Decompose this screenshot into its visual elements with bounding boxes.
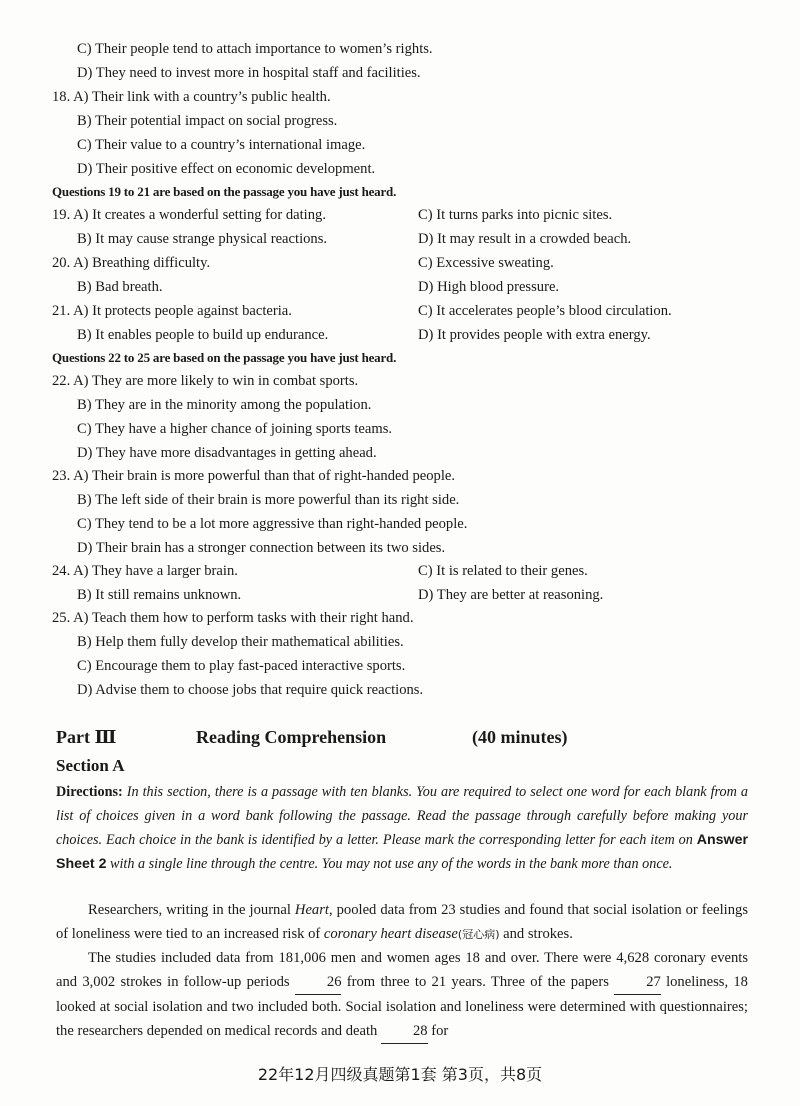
q20-option-d: D) High blood pressure. (418, 279, 560, 295)
section-title: Section A (56, 756, 125, 775)
q18-option-c: C) Their value to a country’s international image. (77, 137, 366, 153)
q21-option-b: B) It enables people to build up endurance. (77, 327, 329, 343)
q25-option-b: B) Help them fully develop their mathematical abilities. (77, 634, 404, 650)
q18-option-a: 18. A) Their link with a country’s public health. (52, 89, 331, 105)
answer-sheet-ref: Answer Sheet 2 (56, 832, 748, 872)
q22-option-b: B) They are in the minority among the population. (77, 397, 372, 413)
q18-option-d: D) Their positive effect on economic development. (77, 161, 376, 177)
q23-option-a: 23. A) Their brain is more powerful than that of right-handed people. (52, 468, 455, 484)
heading-19-21: Questions 19 to 21 are based on the passage you have just heard. (52, 184, 397, 199)
q21-option-a: 21. A) It protects people against bacteria. (52, 303, 292, 319)
directions-label: Directions: (56, 784, 123, 800)
q25-option-d: D) Advise them to choose jobs that require quick reactions. (77, 682, 424, 698)
q25-option-c: C) Encourage them to play fast-paced interactive sports. (77, 658, 406, 674)
q23-option-d: D) Their brain has a stronger connection between its two sides. (77, 540, 446, 556)
q22-option-c: C) They have a higher chance of joining sports teams. (77, 421, 393, 437)
q18-option-b: B) Their potential impact on social progress. (77, 113, 338, 129)
q22-option-d: D) They have more disadvantages in getting ahead. (77, 445, 377, 461)
page-footer: 22年12月四级真题第1套 第3页，共8页 (257, 1065, 543, 1084)
passage-paragraph-1: Researchers, writing in the journal Heart, pooled data from 23 studies and found that social isolation or feelings of loneliness were tied to an increased risk of coronary heart disease(冠心病) and strokes. (56, 902, 748, 942)
q23-option-c: C) They tend to be a lot more aggressive than right-handed people. (77, 516, 468, 532)
q22-option-a: 22. A) They are more likely to win in combat sports. (52, 373, 359, 389)
directions: Directions: In this section, there is a passage with ten blanks. You are required to select one word for each blank from a list of choices given in a word bank following the passage. Read the passage through carefully before making your choices. Each choice in the bank is identified by a letter. Please mark the corresponding letter for each item on Answer Sheet 2 with a single line through the centre. You may not use any of the words in the bank more than once. (56, 784, 748, 872)
part-title: Reading Comprehension (196, 727, 387, 747)
q21-option-d: D) It provides people with extra energy. (418, 327, 651, 343)
q20-option-c: C) Excessive sweating. (418, 255, 554, 271)
q23-option-b: B) The left side of their brain is more powerful than its right side. (77, 492, 460, 508)
blank-27[interactable]: 27 (614, 970, 661, 995)
q21-option-c: C) It accelerates people’s blood circulation. (418, 303, 672, 319)
question-number: 18. (52, 89, 71, 105)
blank-28[interactable]: 28 (381, 1019, 428, 1044)
q20-option-a: 20. A) Breathing difficulty. (52, 255, 211, 271)
heading-22-25: Questions 22 to 25 are based on the passage you have just heard. (52, 350, 397, 365)
part-label: Part Ⅲ (56, 727, 117, 747)
q25-option-a: 25. A) Teach them how to perform tasks with their right hand. (52, 610, 414, 626)
q24-option-c: C) It is related to their genes. (418, 563, 588, 579)
q24-option-b: B) It still remains unknown. (77, 587, 242, 603)
q24-option-a: 24. A) They have a larger brain. (52, 563, 238, 579)
q19-option-d: D) It may result in a crowded beach. (418, 231, 632, 247)
q17-option-d: D) They need to invest more in hospital staff and facilities. (77, 65, 421, 81)
q19-option-b: B) It may cause strange physical reactions. (77, 231, 328, 247)
part-time: (40 minutes) (472, 727, 568, 747)
blank-26[interactable]: 26 (295, 970, 342, 995)
q19-option-a: 19. A) It creates a wonderful setting for dating. (52, 207, 326, 223)
q20-option-b: B) Bad breath. (77, 279, 163, 295)
q24-option-d: D) They are better at reasoning. (418, 587, 604, 603)
q19-option-c: C) It turns parks into picnic sites. (418, 207, 613, 223)
q17-option-c: C) Their people tend to attach importance to women’s rights. (77, 41, 433, 57)
passage-paragraph-2: The studies included data from 181,006 men and women ages 18 and over. There were 4,628 coronary events and 3,002 strokes in follow-up periods 26 from three to 21 years. Three of the papers 27 loneliness, 18 looked at social isolation and two included both. Social isolation and loneliness were determined with questionnaires; the researchers depended on medical records and death 28 for (56, 946, 748, 1044)
